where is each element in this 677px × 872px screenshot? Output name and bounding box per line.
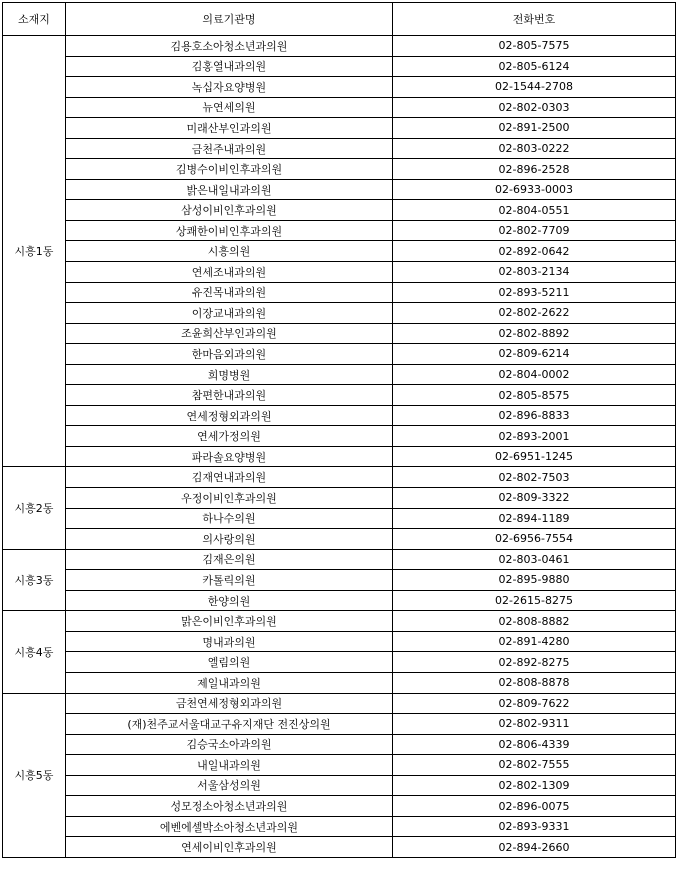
table-row (3, 446, 676, 467)
clinic-name-cell: 김병수이비인후과의원 (66, 159, 393, 180)
table-row (3, 467, 676, 488)
phone-cell: 02-804-0551 (393, 200, 676, 221)
table-row (3, 631, 676, 652)
table-row (3, 508, 676, 529)
clinic-name-cell: 뉴연세의원 (66, 97, 393, 118)
clinic-name-cell: 연세정형외과의원 (66, 405, 393, 426)
clinic-name-cell: 제일내과의원 (66, 672, 393, 693)
clinic-name-cell: 녹십자요양병원 (66, 77, 393, 98)
table-row (3, 220, 676, 241)
table-row (3, 405, 676, 426)
phone-cell: 02-803-0222 (393, 138, 676, 159)
table-row (3, 837, 676, 858)
clinic-name-cell: 연세이비인후과의원 (66, 837, 393, 858)
clinic-name-cell: 연세가정의원 (66, 426, 393, 447)
clinic-name-cell: 김재은의원 (66, 549, 393, 570)
clinic-name-cell: 엘림의원 (66, 652, 393, 673)
clinic-name-cell: 김용호소아청소년과의원 (66, 36, 393, 57)
header-region: 소재지 (3, 3, 66, 36)
table-row (3, 200, 676, 221)
table-row (3, 118, 676, 139)
phone-cell: 02-6956-7554 (393, 529, 676, 550)
clinic-name-cell: 금천주내과의원 (66, 138, 393, 159)
clinic-name-cell: 조윤희산부인과의원 (66, 323, 393, 344)
clinic-name-cell: 상쾌한이비인후과의원 (66, 220, 393, 241)
phone-cell: 02-802-8892 (393, 323, 676, 344)
phone-cell: 02-809-3322 (393, 488, 676, 509)
clinic-name-cell: 이장교내과의원 (66, 303, 393, 324)
phone-cell: 02-803-2134 (393, 262, 676, 283)
table-row (3, 159, 676, 180)
table-row (3, 672, 676, 693)
phone-cell: 02-809-6214 (393, 344, 676, 365)
clinic-table (2, 2, 676, 858)
clinic-name-cell: 한마음외과의원 (66, 344, 393, 365)
table-row (3, 179, 676, 200)
phone-cell: 02-891-4280 (393, 631, 676, 652)
clinic-name-cell: 성모정소아청소년과의원 (66, 796, 393, 817)
region-cell: 시흥5동 (3, 693, 66, 857)
clinic-directory (2, 2, 676, 858)
phone-cell: 02-6933-0003 (393, 179, 676, 200)
clinic-name-cell: 밝은내일내과의원 (66, 179, 393, 200)
clinic-name-cell: 연세조내과의원 (66, 262, 393, 283)
phone-cell: 02-804-0002 (393, 364, 676, 385)
table-row (3, 97, 676, 118)
clinic-name-cell: 희명병원 (66, 364, 393, 385)
phone-cell: 02-892-8275 (393, 652, 676, 673)
table-row (3, 282, 676, 303)
clinic-name-cell: 삼성이비인후과의원 (66, 200, 393, 221)
phone-cell: 02-894-2660 (393, 837, 676, 858)
table-row (3, 385, 676, 406)
table-row (3, 364, 676, 385)
table-row (3, 344, 676, 365)
phone-cell: 02-892-0642 (393, 241, 676, 262)
table-row (3, 303, 676, 324)
phone-cell: 02-895-9880 (393, 570, 676, 591)
table-row (3, 775, 676, 796)
table-row (3, 734, 676, 755)
clinic-name-cell: 김승국소아과의원 (66, 734, 393, 755)
phone-cell: 02-802-2622 (393, 303, 676, 324)
table-row (3, 693, 676, 714)
clinic-name-cell: 한양의원 (66, 590, 393, 611)
table-header-row (3, 3, 676, 36)
phone-cell: 02-802-7709 (393, 220, 676, 241)
table-row (3, 590, 676, 611)
phone-cell: 02-808-8878 (393, 672, 676, 693)
clinic-name-cell: 금천연세정형외과의원 (66, 693, 393, 714)
clinic-name-cell: 미래산부인과의원 (66, 118, 393, 139)
clinic-name-cell: 시흥의원 (66, 241, 393, 262)
clinic-name-cell: 서울삼성의원 (66, 775, 393, 796)
clinic-name-cell: 하나수의원 (66, 508, 393, 529)
phone-cell: 02-805-7575 (393, 36, 676, 57)
table-row (3, 570, 676, 591)
phone-cell: 02-803-0461 (393, 549, 676, 570)
phone-cell: 02-802-7555 (393, 755, 676, 776)
phone-cell: 02-1544-2708 (393, 77, 676, 98)
table-row (3, 652, 676, 673)
clinic-name-cell: 에벤에셀박소아청소년과의원 (66, 816, 393, 837)
clinic-name-cell: 파라솔요양병원 (66, 446, 393, 467)
table-row (3, 262, 676, 283)
table-row (3, 549, 676, 570)
table-row (3, 796, 676, 817)
table-row (3, 426, 676, 447)
clinic-name-cell: (재)천주교서울대교구유지재단 전진상의원 (66, 714, 393, 735)
table-row (3, 56, 676, 77)
phone-cell: 02-805-6124 (393, 56, 676, 77)
phone-cell: 02-894-1189 (393, 508, 676, 529)
phone-cell: 02-806-4339 (393, 734, 676, 755)
region-cell: 시흥1동 (3, 36, 66, 467)
phone-cell: 02-802-9311 (393, 714, 676, 735)
phone-cell: 02-2615-8275 (393, 590, 676, 611)
phone-cell: 02-808-8882 (393, 611, 676, 632)
clinic-name-cell: 참편한내과의원 (66, 385, 393, 406)
phone-cell: 02-802-7503 (393, 467, 676, 488)
phone-cell: 02-6951-1245 (393, 446, 676, 467)
phone-cell: 02-802-0303 (393, 97, 676, 118)
clinic-name-cell: 김홍열내과의원 (66, 56, 393, 77)
table-body (3, 36, 676, 858)
region-cell: 시흥2동 (3, 467, 66, 549)
table-row (3, 714, 676, 735)
phone-cell: 02-896-8833 (393, 405, 676, 426)
clinic-name-cell: 김재연내과의원 (66, 467, 393, 488)
phone-cell: 02-805-8575 (393, 385, 676, 406)
table-row (3, 529, 676, 550)
table-row (3, 816, 676, 837)
phone-cell: 02-896-2528 (393, 159, 676, 180)
table-row (3, 611, 676, 632)
clinic-name-cell: 의사랑의원 (66, 529, 393, 550)
table-row (3, 138, 676, 159)
clinic-name-cell: 내일내과의원 (66, 755, 393, 776)
clinic-name-cell: 우정이비인후과의원 (66, 488, 393, 509)
table-row (3, 241, 676, 262)
phone-cell: 02-893-2001 (393, 426, 676, 447)
table-row (3, 755, 676, 776)
phone-cell: 02-891-2500 (393, 118, 676, 139)
table-row (3, 77, 676, 98)
phone-cell: 02-896-0075 (393, 796, 676, 817)
phone-cell: 02-809-7622 (393, 693, 676, 714)
phone-cell: 02-893-9331 (393, 816, 676, 837)
phone-cell: 02-802-1309 (393, 775, 676, 796)
phone-cell: 02-893-5211 (393, 282, 676, 303)
clinic-name-cell: 유진목내과의원 (66, 282, 393, 303)
table-row (3, 323, 676, 344)
header-name: 의료기관명 (66, 3, 393, 36)
table-row (3, 488, 676, 509)
header-phone: 전화번호 (393, 3, 676, 36)
clinic-name-cell: 명내과의원 (66, 631, 393, 652)
table-row (3, 36, 676, 57)
region-cell: 시흥3동 (3, 549, 66, 611)
clinic-name-cell: 카톨릭의원 (66, 570, 393, 591)
clinic-name-cell: 맑은이비인후과의원 (66, 611, 393, 632)
region-cell: 시흥4동 (3, 611, 66, 693)
